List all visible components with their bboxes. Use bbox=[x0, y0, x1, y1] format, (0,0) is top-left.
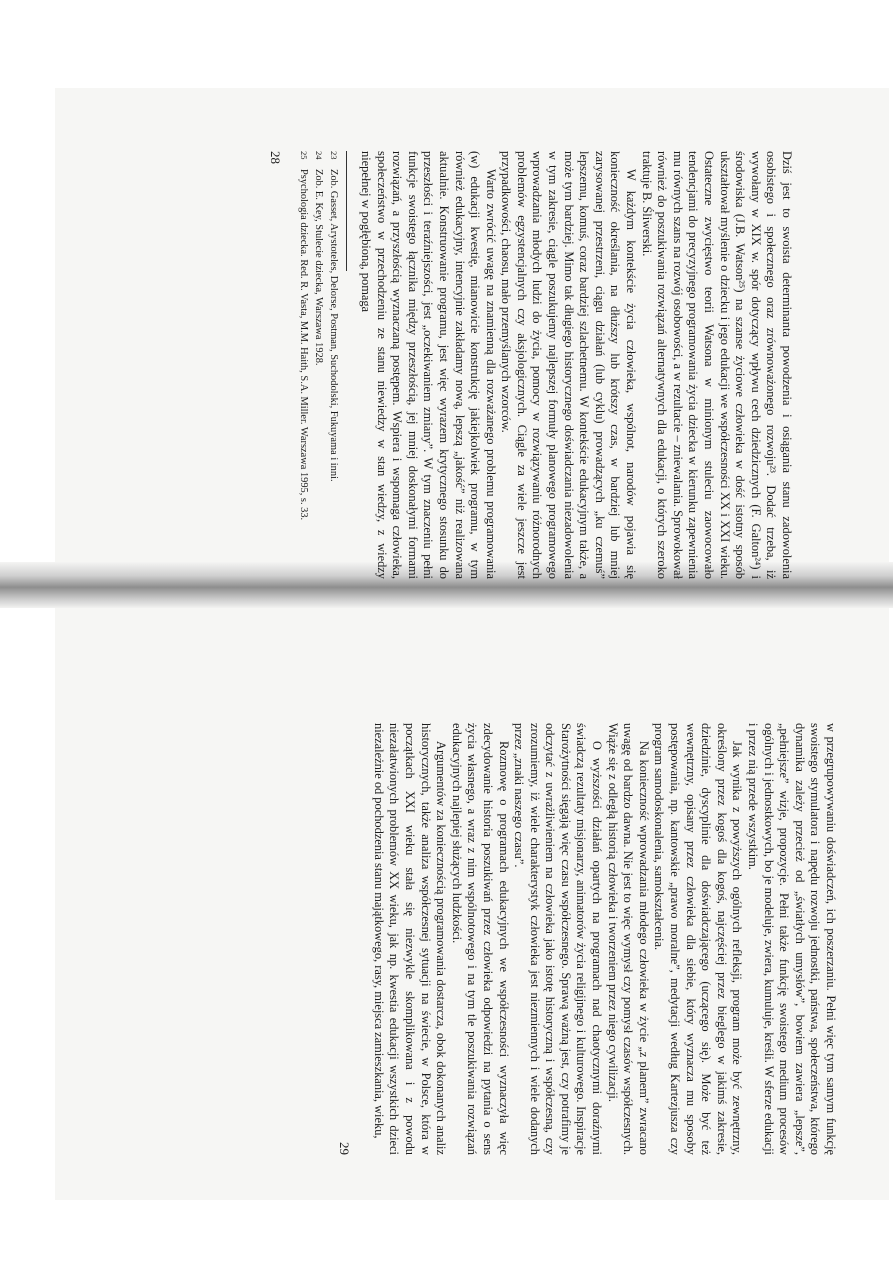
paragraph: Dziś jest to swoista determinanta powodzenia i osiągania stanu zadowolenia osobistego i społecznego oraz zrównoważonego rozwoju²³. Dodać trzeba, iż wywołany w XIX w. spór dotyczący wpływu cech dziedzicznych (F. Galton²⁴) i środowiska (J.B. Watson²⁵) na szanse życiowe człowieka w dość istotny sposób ukształtował myślenie o dziecku i jego edukacji we współczesności XX i XXI wieku. Ostateczne zwycięstwo teorii Watsona w minionym stuleciu zaowocowało tendencjami do precyzyjnego programowania życia dziecka w kierunku zapewnienia mu równych szans na rozwój osobowości, a w rezultacie – zniewalania. Sprowokował również do poszukiwania rozwiązań alternatywnych dla edukacji, o których szeroko traktuje B. Śliwerski. bbox=[639, 151, 794, 579]
paragraph: Argumentów za koniecznością programowania dostarcza, obok dokonanych analiz historycznych, także analiza współczesnej sytuacji na świecie, w Polsce, która w początkach XXI wieku stała się niezwykle skomplikowana i z powodu niezałatwionych problemów XX wieku, jak np. kwestia edukacji wszystkich dzieci niezależnie od pochodzenia stanu majątkowego, rasy, miejsca zamieszkania, wieku, bbox=[371, 723, 449, 1155]
paragraph: w przegrupowywaniu doświadczeń, ich poszerzaniu. Pełni więc tym samym funkcję swoistego stymulatora i napędu rozwoju jednostki, państwa, społeczeństwa, którego dynamika zależy przecież od „światłych umysłów”, bowiem zawiera „lepsze”, „pełniejsze” wizje, propozycje. Pełni także funkcję swoistego medium procesów ogólnych i jednostkowych, bo je modeluje, zwiera, kumuluje, kreśli. W sferze edukacji i przez nią przede wszystkim. bbox=[746, 723, 838, 1155]
paragraph: W każdym kontekście życia człowieka, wspólnot, narodów pojawia się konieczność określania, na dłuższy lub krótszy czas, w bardziej lub mniej zarysowanej przestrzeni, ciągu działań (lub cyklu) prowadzących „ku czemuś” lepszemu, komuś, coraz bardziej szlachetnemu. W kontekście edukacyjnym także, a może tym bardziej. Mimo tak długiego historycznego doświadczania niezadowolenia w tym zakresie, ciągle poszukujemy najlepszej formuły planowego programowego wprowadzania młodych ludzi do życia, pomocy w rozwiązywaniu różnorodnych problemów egzystencjalnych czy aksjologicznych. Ciągle za wiele jeszcze jest przypadkowości, chaosu, mało przemyślanych wzorców. bbox=[499, 151, 639, 579]
right-page bbox=[106, 697, 866, 1177]
footnote-text: Zob. Gasset, Arystoteles, Delorse, Postman, Suchodolski, Fukuyama i inni. bbox=[328, 169, 340, 482]
right-page-body bbox=[370, 723, 838, 1155]
footnote-separator bbox=[346, 151, 347, 271]
footnote-text: Psychologia dziecka. Red. R. Vasta, M.M. Haith, S.A. Miller. Warszawa 1995, s. 33. bbox=[298, 169, 310, 521]
paragraph: Jak wynika z powyższych ogólnych refleksji, program może być zewnętrzny, określony przez kogoś dla kogoś, najczęściej przez bieglego w jakimś zakresie, dziedzinie, dyscyplinie dla doświadczającego (uczącego się). Może być też wewnętrzny, opisany przez człowieka dla siebie, który wyznacza mu sposoby postępowania, np. kantowskie „prawo moralne”, medytacji według Kartezjusza czy program samodoskonalenia, samokształcenia. bbox=[652, 723, 745, 1155]
footnote-text: Zob. E. Key, Stulecie dziecka, Warszawa 1928. bbox=[313, 169, 325, 366]
paragraph: Rozmowę o programach edukacyjnych we współczesności wyznaczyła więc zdecydowanie historia poszukiwań przez człowieka odpowiedzi na pytania o sens życia własnego, a wraz z nim wspólnotowego i na tym tle poszukiwania rozwiązań edukacyjnych najlepiej służących ludzkości. bbox=[449, 723, 511, 1155]
paragraph: Warto zwrócić uwagę na znamienną dla rozważanego problemu programowania (w) edukacji kwestię, mianowicie konstrukcję jakiejkolwiek programu, w tym również edukacyjny, intencyjnie zakładamy nową, lepszą „jakość” niż realizowana aktualnie. Konstruowanie programu, jest więc wyrazem krytycznego stosunku do przeszłości i teraźniejszości, jest „oczekiwaniem zmiany”. W tym znaczeniu pełni funkcje swoistego łącznika między przeszłością, jej mniej doskonałymi formami rozwiązań, a przyszłością wyznaczaną postępem. Wspiera i wspomaga człowieka, społeczeństwo w przechodzeniu ze stanu niewiedzy w stan wiedzy, z wiedzy niepełnej w pogłębioną, pomaga bbox=[358, 151, 498, 579]
page-number: 29 bbox=[337, 1142, 353, 1155]
footnote-mark: 23 bbox=[329, 151, 340, 160]
footnote bbox=[312, 151, 325, 579]
footnotes bbox=[297, 151, 340, 579]
paragraph: Na konieczność wprowadzania młodego człowieka w życie „z planem” zwracano uwagę od bardzo dawna. Nie jest to więc wymysł czy pomysł czasów współczesnych. Wiąże się z odległą historią człowieka i tworzeniem przez niego cywilizacji. bbox=[605, 723, 651, 1155]
footnote bbox=[297, 151, 310, 579]
footnote bbox=[327, 151, 340, 579]
left-page-body bbox=[357, 151, 794, 579]
footnote-mark: 25 bbox=[299, 151, 310, 160]
paragraph: O wyższości działań opartych na programach nad chaotycznymi doraźnymi świadczą rezultaty misjonarzy, animatorów życia religijnego i kulturowego. Inspiracje Starożytności sięgają więc czasu współczesnego. Sprawą ważną jest, czy potrafimy je odczytać z uwrażliwieniem na człowieka jako istotę historyczną i współczesną, czy zrozumiemy, iż wiele charakterystyk człowieka jest niezmiennych i wiele dodanych przez „znaki naszego czasu”. bbox=[512, 723, 605, 1155]
left-page bbox=[54, 129, 814, 609]
footnote-mark: 24 bbox=[314, 151, 325, 160]
page-number: 28 bbox=[268, 151, 284, 164]
